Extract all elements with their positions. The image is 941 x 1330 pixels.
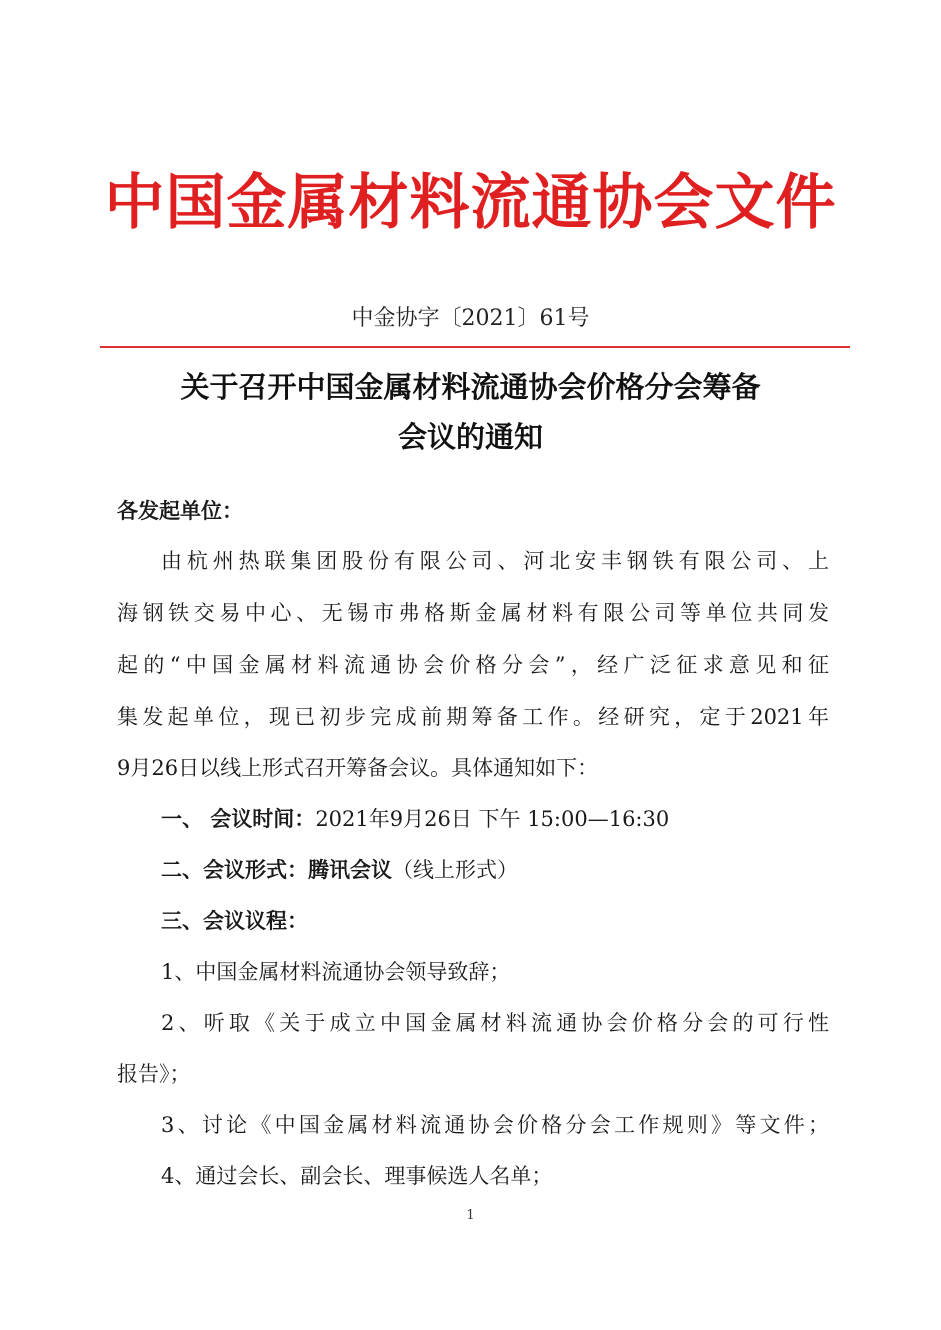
document-number: 中金协字〔2021〕61号 xyxy=(351,306,590,331)
notice-title xyxy=(0,362,941,462)
intro-line-5: 9月26日以线上形式召开筹备会议。具体通知如下： xyxy=(117,756,599,780)
intro-line-3: 起的“中国金属材料流通协会价格分会”，经广泛征求意见和征 xyxy=(117,653,829,677)
agenda-item-1: 1、中国金属材料流通协会领导致辞； xyxy=(161,960,511,984)
agenda-item-2: 2、听取《关于成立中国金属材料流通协会价格分会的可行性 xyxy=(161,1011,829,1035)
agenda-item-2-cont: 报告》； xyxy=(117,1062,191,1086)
section-2-value: 腾讯会议 xyxy=(308,858,392,882)
intro-line-2: 海钢铁交易中心、无锡市弗格斯金属材料有限公司等单位共同发 xyxy=(117,601,829,625)
notice-title-line-2: 会议的通知 xyxy=(397,420,543,454)
intro-line-1: 由杭州热联集团股份有限公司、河北安丰钢铁有限公司、上 xyxy=(161,549,829,573)
salutation: 各发起单位： xyxy=(117,499,243,523)
intro-line-4: 集发起单位，现已初步完成前期筹备工作。经研究，定于2021年 xyxy=(117,705,829,729)
agenda-item-3: 3、讨论《中国金属材料流通协会价格分会工作规则》等文件； xyxy=(161,1113,829,1137)
section-1-value: 2021年9月26日 下午 15:00—16:30 xyxy=(315,807,670,831)
section-meeting-format xyxy=(161,855,518,907)
document-header-title: 中国金属材料流通协会文件 xyxy=(104,168,837,238)
agenda-item-4: 4、通过会长、副会长、理事候选人名单； xyxy=(161,1164,553,1188)
red-divider-line xyxy=(100,346,850,348)
section-2-note: （线上形式） xyxy=(392,858,518,882)
page-number: 1 xyxy=(466,1208,475,1223)
section-3-label: 三、会议议程： xyxy=(161,909,308,933)
section-1-label: 一、 会议时间： xyxy=(161,807,316,831)
section-meeting-time xyxy=(161,804,669,856)
section-2-label: 二、会议形式： xyxy=(161,858,308,882)
notice-title-line-1: 关于召开中国金属材料流通协会价格分会筹备 xyxy=(180,370,761,404)
